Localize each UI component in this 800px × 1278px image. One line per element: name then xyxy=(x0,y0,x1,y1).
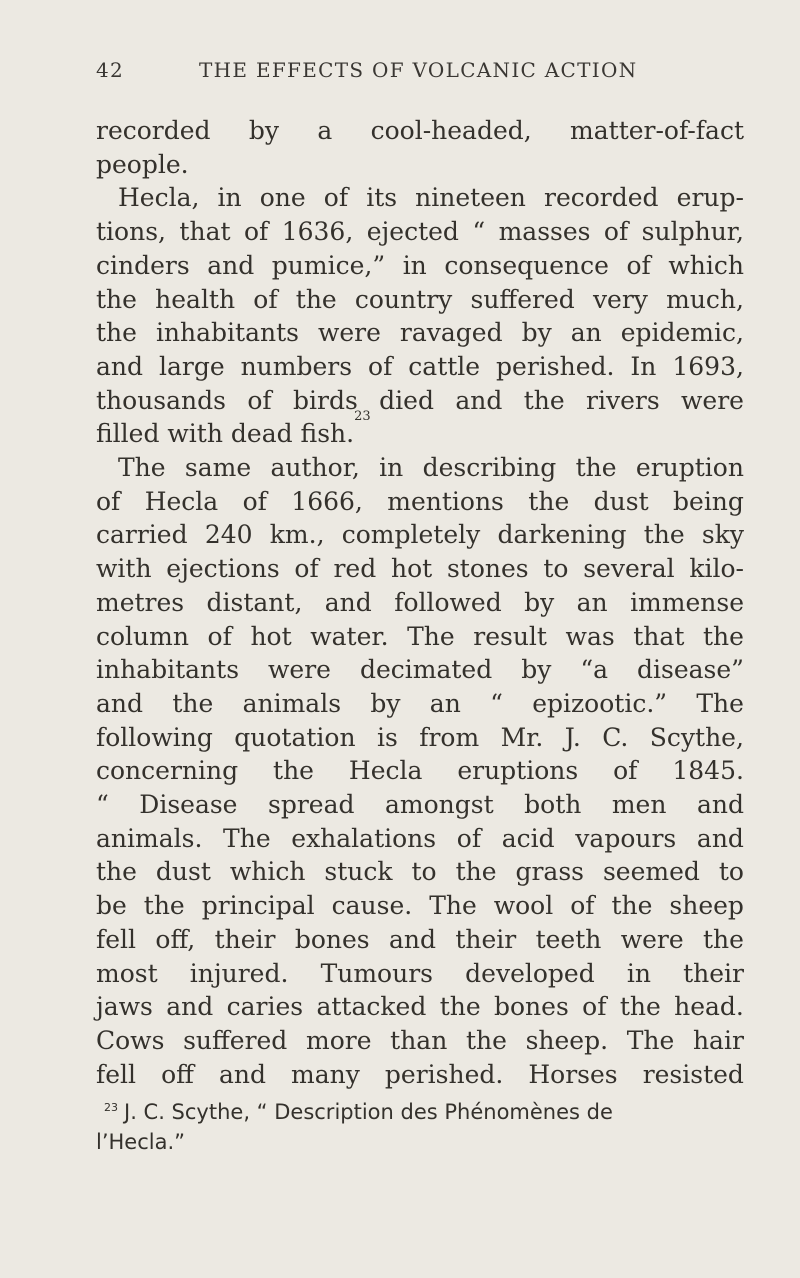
text-line: following quotation is from Mr. J. C. Scythe, xyxy=(96,722,744,752)
text-line: inhabitants were decimated by “a disease” xyxy=(96,655,744,685)
text-line: with ejections of red hot stones to several kilo- xyxy=(96,554,744,584)
text-line: of Hecla of 1666, mentions the dust being xyxy=(96,486,744,516)
text-line: fell off and many perished. Horses resisted xyxy=(96,1059,744,1089)
text-line: the inhabitants were ravaged by an epidemic, xyxy=(96,318,744,348)
text-line: and the animals by an “ epizootic.” The xyxy=(96,688,744,718)
text-line: tions, that of 1636, ejected “ masses of sulphur, xyxy=(96,217,744,247)
text-line: animals. The exhalations of acid vapours and xyxy=(96,823,744,853)
footnote-reference: 23 xyxy=(354,409,371,425)
text-line: concerning the Hecla eruptions of 1845. xyxy=(96,756,744,786)
text-line: be the principal cause. The wool of the sheep xyxy=(96,891,744,921)
footnote xyxy=(96,1097,744,1157)
text-line: metres distant, and followed by an immense xyxy=(96,587,744,617)
text-line: cinders and pumice,” in consequence of which xyxy=(96,250,744,280)
body-text xyxy=(96,114,744,1091)
text-line: carried 240 km., completely darkening the sky xyxy=(96,520,744,550)
running-title: THE EFFECTS OF VOLCANIC ACTION xyxy=(199,58,638,82)
text-line: thousands of birds died and the rivers were xyxy=(96,385,744,415)
text-line: and large numbers of cattle perished. In 1693, xyxy=(96,351,744,381)
text-line: recorded by a cool-headed, matter-of-fact xyxy=(96,116,744,145)
text-line: column of hot water. The result was that the xyxy=(96,621,744,651)
footnote-marker: 23 xyxy=(104,1101,118,1115)
footnote-line: l’Hecla.” xyxy=(96,1130,186,1155)
running-header xyxy=(96,58,744,98)
page-number: 42 xyxy=(96,58,125,82)
footnote-line: $^{23}$ J. C. Scythe, “ Description des Phénomènes de xyxy=(104,1100,613,1125)
text-line: the health of the country suffered very much, xyxy=(96,284,744,314)
text-line: fell off, their bones and their teeth were the xyxy=(96,924,744,954)
text-line: the dust which stuck to the grass seemed to xyxy=(96,857,744,887)
text-line: The same author, in describing the eruption xyxy=(118,453,744,483)
text-line: most injured. Tumours developed in their xyxy=(96,958,744,988)
text-line: jaws and caries attacked the bones of the head. xyxy=(96,992,744,1022)
text-line: Cows suffered more than the sheep. The hair xyxy=(96,1025,744,1055)
text-line: “ Disease spread amongst both men and xyxy=(96,790,744,820)
text-line: people. xyxy=(96,149,189,179)
text-line: filled with dead fish. 23 xyxy=(96,417,744,451)
text-line: Hecla, in one of its nineteen recorded erup- xyxy=(118,183,744,213)
